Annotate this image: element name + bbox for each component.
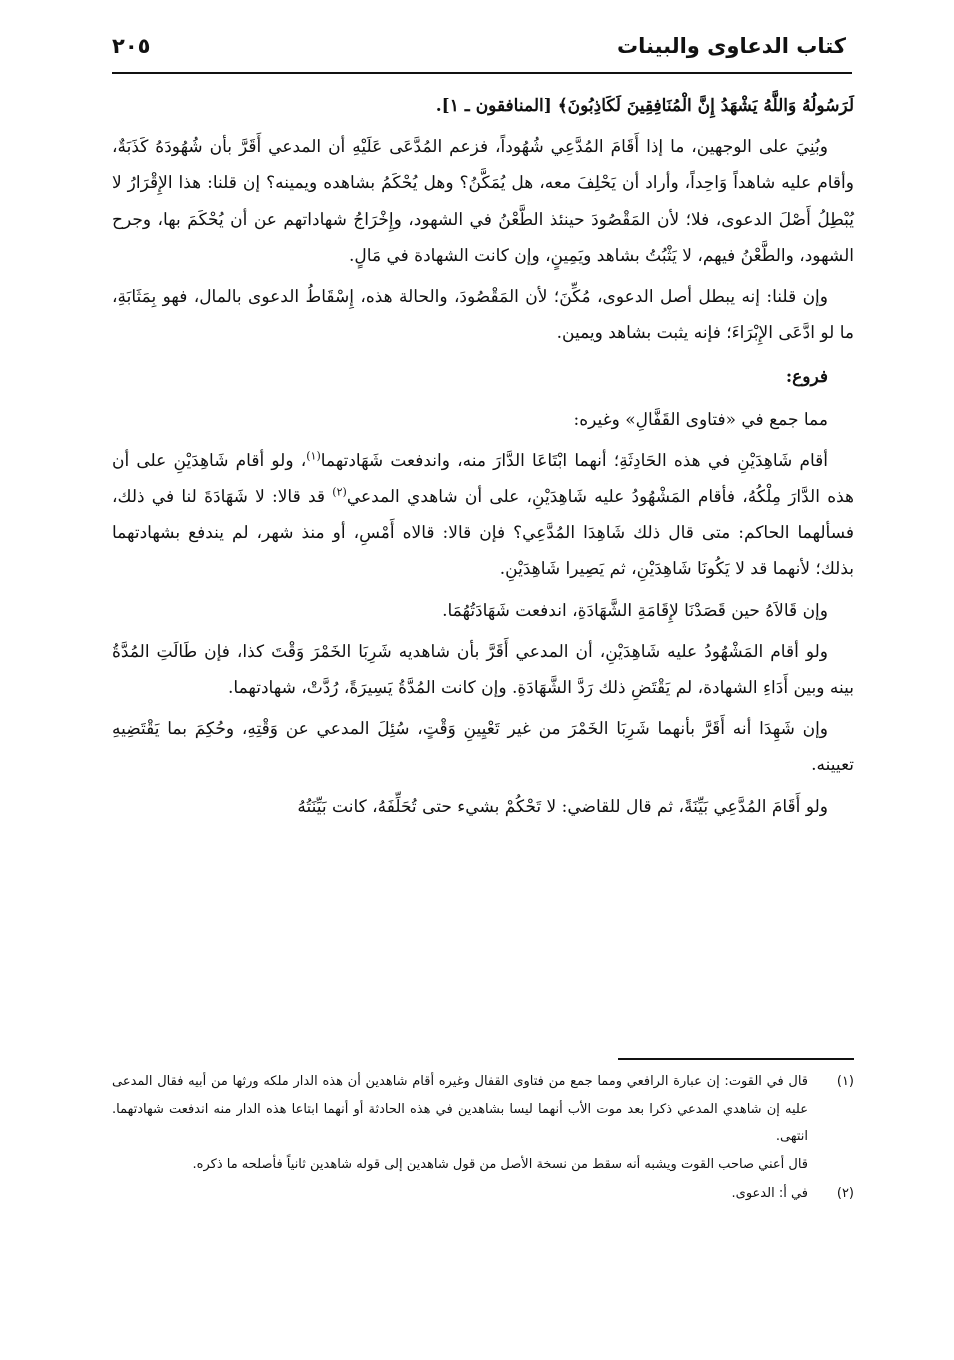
paragraph-1: وبُنِيَ على الوجهين، ما إذا أَقَامَ المُدَّعِي شُهُوداً، فزعم المُدَّعَى عَلَيْهِ أن المدعي أَقَرَّ بأن شُهُودَهُ كَذَبَةٌ، وأقام عليه شاهداً وَاحِداً، وأراد أن يَحْلِفَ معه، هل يُمَكَّنُ؟ وهل يُحْكَمُ بشاهده ويمينه؟ إن قلنا: هذا الإِقْرَارُ لا يُبْطِلُ أَصْلَ الدعوى، فلا؛ لأن المَقْصُودَ حينئذ الطَّعْنُ في الشهود، وإِخْرَاجُ شهاداتهم عن أن يُحْكَمَ بها، وجرح الشهود، والطَّعْنُ فيهم، لا يَثْبُتُ بشاهد ويَمِينٍ، وإن كانت الشهادة في مَالٍ.: [112, 137, 854, 266]
paragraph-4-part-a: أقام شَاهِدَيْنِ في هذه الحَادِثَةِ؛ أنهما ابْتَاعَا الدَّارَ منه، واندفعت شَهَادتهما: [320, 450, 828, 471]
footnote-2-number: (٢): [836, 1186, 854, 1202]
paragraph-2: وإن قلنا: إنه يبطل أصل الدعوى، مُكِّنَ؛ لأن المَقْصُودَ، والحالة هذه، إِسْقَاطُ الدعوى بالمال، فهو بِمَثَابَةِ، ما لو ادَّعَى الإِبْرَاءَ؛ فإنه يثبت بشاهد ويمين.: [112, 287, 854, 344]
paragraph-7: وإن شَهِدَا أنه أَقَرَّ بأنهما شَرِبَا الخَمْرَ من غير تَعْيِينِ وَقْتٍ، سُئِلَ المدعي عن وَقْتِهِ، وحُكِمَ بما يَقْتَضِيهِ تعيينه.: [112, 719, 854, 776]
footnote-ref-2[interactable]: (٢): [332, 485, 347, 499]
main-text: [112, 88, 854, 830]
quran-verse: لَرَسُولُهُ وَاللَّهُ يَشْهَدُ إِنَّ الْمُنَافِقِينَ لَكَاذِبُونَ﴾ [المنافقون ـ ١].: [435, 96, 854, 116]
footnotes: [112, 1068, 854, 1210]
paragraph-4-part-b: ، ولو أقام شَاهِدَيْنِ على أن هذه الدَّارَ مِلْكُهُ، فأقام المَشْهُودُ عليه شَاهِدَيْنِ، على أن شاهدي المدعي: [112, 450, 854, 508]
section-heading: فروع:: [785, 367, 828, 388]
footnote-1-number: (١): [836, 1074, 854, 1089]
footnote-rule: [618, 1058, 854, 1060]
footnote-2: [112, 1180, 854, 1208]
footnote-1-text-b: قال أعني صاحب القوت ويشبه أنه سقط من نسخة الأصل من قول شاهدين إلى قوله شاهدين ثانياً فأصلحه ما ذكره.: [192, 1156, 808, 1172]
footnote-1-text-a: قال في القوت: إن عبارة الرافعي ومما جمع من فتاوى القفال وغيره أقام شاهدين أن هذه الدار ملكه ورثها من أبيه فقال المدعى عليه إن شاهدي المدعي ذكرا بعد موت الأب أنهما ليسا بشاهدين في هذه الحادثة أو أنهما ابتاعا هذه الدار منه اندفعت شهادتهما. انتهى.: [112, 1074, 808, 1145]
footnote-ref-1[interactable]: (١): [306, 449, 321, 463]
paragraph-5: وإن قَالاَهُ حين قَصَدْنَا لإِقَامَةِ الشَّهَادَةِ، اندفعت شَهَادَتُهُمَا.: [442, 600, 828, 621]
footnote-2-text: في أ: الدعوى.: [731, 1186, 808, 1202]
page-header: [112, 30, 846, 70]
paragraph-3: مما جمع في «فتاوى القَفَّالِ» وغيره:: [573, 409, 828, 430]
paragraph-6: ولو أقام المَشْهُودُ عليه شَاهِدَيْنِ، أن المدعي أَقَرَّ بأن شاهديه شَرِبَا الخَمْرَ وَقْتَ كذا، فإن طَالَتِ المُدَّةُ بينه وبين أَدَاءِ الشهادة، لم يَقْتَضِ ذلك رَدَّ الشَّهَادَةِ. وإن كانت المُدَّةُ يَسِيرَةً، رُدَّتْ، شهادتهما.: [112, 641, 854, 699]
paragraph-8: ولو أَقَامَ المُدَّعِي بَيِّنَةً، ثم قال للقاضي: لا تَحْكُمْ بشيء حتى تُحَلِّفَهُ، كانت بَيِّنَتُهُ: [297, 796, 828, 817]
footnote-1: [112, 1068, 854, 1178]
running-title: كتاب الدعاوى والبينات: [617, 34, 846, 58]
header-rule: [112, 72, 852, 74]
paragraph-4: [112, 443, 854, 588]
paragraph-4-part-c: قد قالا: لا شَهَادَةَ لنا في ذلك، فسألهما الحاكم: متى قال ذلك شَاهِدَا المُدَّعِي؟ فإن قالا: قالاه أَمْسِ، أو منذ شهر، لم يندفع بشهادتهما بذلك؛ لأنهما قد لا يَكُونَا شَاهِدَيْنِ، ثم يَصِيرا شَاهِدَيْنِ.: [112, 487, 854, 580]
page-number: ٢٠٥: [112, 34, 151, 58]
